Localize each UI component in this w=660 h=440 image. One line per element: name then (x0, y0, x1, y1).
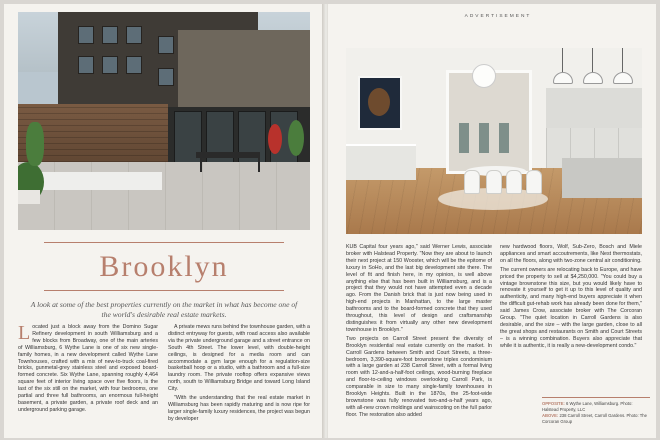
paragraph: Located just a block away from the Domino Sugar Refinery development in south Williamsburg and a few blocks from Broadway, one of the main arteries of Williamsburg, 6 Wythe Lane is one of six new single-family homes, in a new development called Wythe Lane Townhouses, crafted with a mix of new-to-truck coal-fired bricks, gunmetal-grey stainless steel and exposed board-formed concrete. Six Wythe Lane, spanning roughly 4,464 square feet of interior living space over five floors, is the last of the six still on the market, with four bedrooms, one partial and three full bathrooms, an enormous full-height basement, a private garden, a private roof deck and an underground parking garage. (18, 322, 158, 413)
advertisement-label: ADVERTISEMENT (464, 14, 532, 19)
left-page (4, 4, 324, 438)
article-subtitle: A look at some of the best properties currently on the market in what has become one of the world's desirable real estate markets. (30, 300, 298, 319)
credit-label-opposite: OPPOSITE: (542, 401, 565, 406)
photo-credits (542, 394, 650, 425)
paragraph: new hardwood floors, Wolf, Sub-Zero, Bosch and Miele appliances and smart accoutrements, like Nest thermostats, on all the floors, along with two-zone central air conditioning. (500, 244, 642, 264)
paragraph: "With the understanding that the real estate market in Williamsburg has been rapidly maturing and is now ripe for larger single-family luxury residences, the project was begun by developer (168, 395, 310, 422)
body-column-3 (346, 244, 492, 421)
title-rule-bottom (44, 290, 284, 291)
article-title: Brooklyn (99, 250, 229, 283)
townhouse-garden-photo (18, 12, 310, 230)
body-column-4 (500, 244, 642, 352)
brownstone-interior-photo (346, 48, 642, 234)
credit-label-above: ABOVE: (542, 413, 559, 418)
paragraph: KUB Capital four years ago," said Werner Lewis, associate broker with Halstead Property. "Now they are about to launch their next project at 150 Wooster, which will be the epitome of luxury in SoHo, and the last big development site there. The level of fit and finish here, in my opinion, is well above anything else that has been built in Williamsburg, and is a project that they would not have attempted even a decade ago. From the Danish brick that is just now being used in high-end projects in Manhattan, to the large master bathrooms and to the board-formed concrete that they used throughout, this level of design and craftsmanship distinguishes it from virtually any other new development townhouse in Brooklyn." (346, 244, 492, 333)
right-page (328, 4, 656, 438)
paragraph: The current owners are relocating back to Europe, and have priced the property to sell at $4,250,000. "You could buy a vintage brownstone this size, but you would likely have to renovate it yourself to get it up to this level of quality and authenticity, and many high-end buyers appreciate it when the difficult gut-rehab work has already been done for them," said James Crow, associate broker with The Corcoran Group. "The quiet location in Carroll Gardens is also desirable, and the size – with the large garden, close to all the great shops and restaurants on Smith and Court Streets – is a winning combination. Buyers also appreciate that while it is authentic, it is really a new-development condo." (500, 266, 642, 349)
drop-cap: L (18, 322, 31, 344)
paragraph: A private mews runs behind the townhouse garden, with a distinct entryway for guests, with road access also available via the private underground garage and a street entrance on South 4th Street. The lower level, with double-height ceilings, is designed for a media room and can accommodate a gym large enough for a regulation-size basketball hoop or a studio, with a bathroom and a full-size laundry room. The private rooftop offers expansive views north, south to Williamsburg Bridge and toward Long Island City. (168, 324, 310, 393)
paragraph: Two projects on Carroll Street present the diversity of Brooklyn residential real estate currently on the market. In Carroll Gardens between Smith and Court Streets, a three-bedroom, 3,390-square-foot brownstone triplex condominium with a large garden at 238 Carroll Street, with a formal living room with 12-and-a-half-foot ceilings, wood-burning fireplace and floor-to-ceiling windows overlooking Carroll Park, is comparable in size to many single-family townhouses in Brooklyn Heights. Built in the 1870s, the 25-foot-wide brownstone was fully renovated two-and-a-half years ago, with all-new crown moldings and wainscoting on the full parlor floor. The restoration also added (346, 335, 492, 418)
body-column-1 (18, 324, 158, 416)
credit-text-opposite: 6 Wythe Lane, Williamsburg. Photo: Halstead Property, LLC (542, 401, 633, 412)
body-column-2 (168, 324, 310, 425)
credit-text-above: 238 Carroll Street, Carroll Gardens. Photo: The Corcoran Group (542, 413, 647, 424)
title-rule-top (44, 242, 284, 243)
